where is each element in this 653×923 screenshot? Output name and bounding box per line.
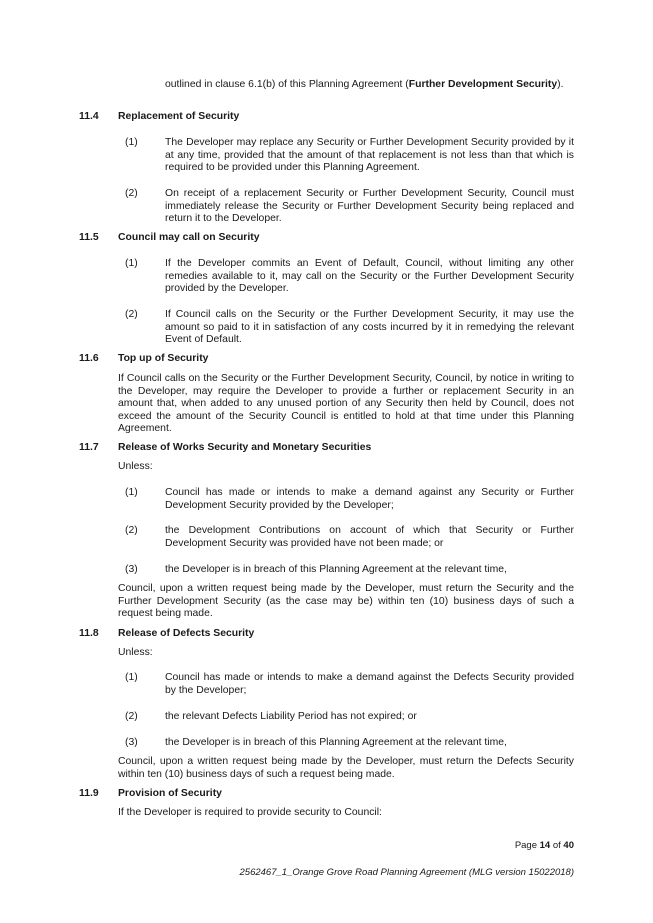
section-number: 11.7 bbox=[79, 442, 99, 453]
section-body: If Council calls on the Security or the Further Development Security, Council, by notice in writing to the Developer, may require the Developer to provide a further or replacement Security in an amount that, when added to any unused portion of any Security then held by Council, does not exceed the amount of the Security Council is entitled to hold at that time under this Planning Agreement. bbox=[118, 373, 574, 435]
item-text: the Developer is in breach of this Planning Agreement at the relevant time, bbox=[165, 737, 507, 748]
intro-paragraph: outlined in clause 6.1(b) of this Planning Agreement (Further Development Security). bbox=[165, 79, 564, 90]
section-lead: If the Developer is required to provide security to Council: bbox=[118, 807, 382, 818]
item-text: the Development Contributions on account of which that Security or Further Development Security was provided have not been made; or bbox=[165, 525, 574, 549]
item-number: (3) bbox=[125, 737, 138, 748]
section-number: 11.5 bbox=[79, 232, 99, 243]
section-title: Council may call on Security bbox=[118, 232, 260, 243]
section-tail: Council, upon a written request being made by the Developer, must return the Defects Security within ten (10) business days of such a request being made. bbox=[118, 756, 574, 780]
item-number: (2) bbox=[125, 309, 138, 320]
item-number: (2) bbox=[125, 188, 138, 199]
section-number: 11.6 bbox=[79, 353, 99, 364]
section-title: Release of Defects Security bbox=[118, 628, 255, 639]
item-number: (1) bbox=[125, 487, 138, 498]
section-title: Release of Works Security and Monetary Securities bbox=[118, 442, 372, 453]
section-lead: Unless: bbox=[118, 647, 153, 658]
item-number: (2) bbox=[125, 525, 138, 536]
item-number: (2) bbox=[125, 711, 138, 722]
document-reference: 2562467_1_Orange Grove Road Planning Agreement (MLG version 15022018) bbox=[239, 867, 574, 878]
section-number: 11.4 bbox=[79, 111, 99, 122]
section-number: 11.9 bbox=[79, 788, 99, 799]
item-number: (3) bbox=[125, 564, 138, 575]
item-text: If Council calls on the Security or the Further Development Security, it may use the amount so paid to it in satisfaction of any costs incurred by it in remedying the relevant Event of Default. bbox=[165, 309, 574, 346]
defined-term: Further Development bbox=[408, 79, 514, 90]
section-lead: Unless: bbox=[118, 461, 153, 472]
defined-term: Security bbox=[516, 79, 558, 90]
section-tail: Council, upon a written request being made by the Developer, must return the Security and the Further Development Security (as the case may be) within ten (10) business days of such a request being made. bbox=[118, 583, 574, 620]
section-number: 11.8 bbox=[79, 628, 99, 639]
item-number: (1) bbox=[125, 137, 138, 148]
section-title: Top up of Security bbox=[118, 353, 209, 364]
section-title: Provision of Security bbox=[118, 788, 222, 799]
item-text: On receipt of a replacement Security or Further Development Security, Council must immediately release the Security or Further Development Security being replaced and return it to the Developer. bbox=[165, 188, 574, 225]
item-text: Council has made or intends to make a demand against the Defects Security provided by the Developer; bbox=[165, 672, 574, 696]
item-number: (1) bbox=[125, 672, 138, 683]
section-title: Replacement of Security bbox=[118, 111, 240, 122]
item-text: The Developer may replace any Security or Further Development Security provided by it at any time, provided that the amount of that replacement is not less than that which is required to be provided under this Planning Agreement. bbox=[165, 137, 574, 174]
item-text: the Developer is in breach of this Planning Agreement at the relevant time, bbox=[165, 564, 507, 575]
item-number: (1) bbox=[125, 258, 138, 269]
item-text: the relevant Defects Liability Period has not expired; or bbox=[165, 711, 417, 722]
item-text: Council has made or intends to make a demand against any Security or Further Development Security provided by the Developer; bbox=[165, 487, 574, 511]
page-number: Page 14 of 40 bbox=[514, 840, 574, 851]
item-text: If the Developer commits an Event of Default, Council, without limiting any other remedies available to it, may call on the Security or the Further Development Security provided by the Developer. bbox=[165, 258, 574, 295]
